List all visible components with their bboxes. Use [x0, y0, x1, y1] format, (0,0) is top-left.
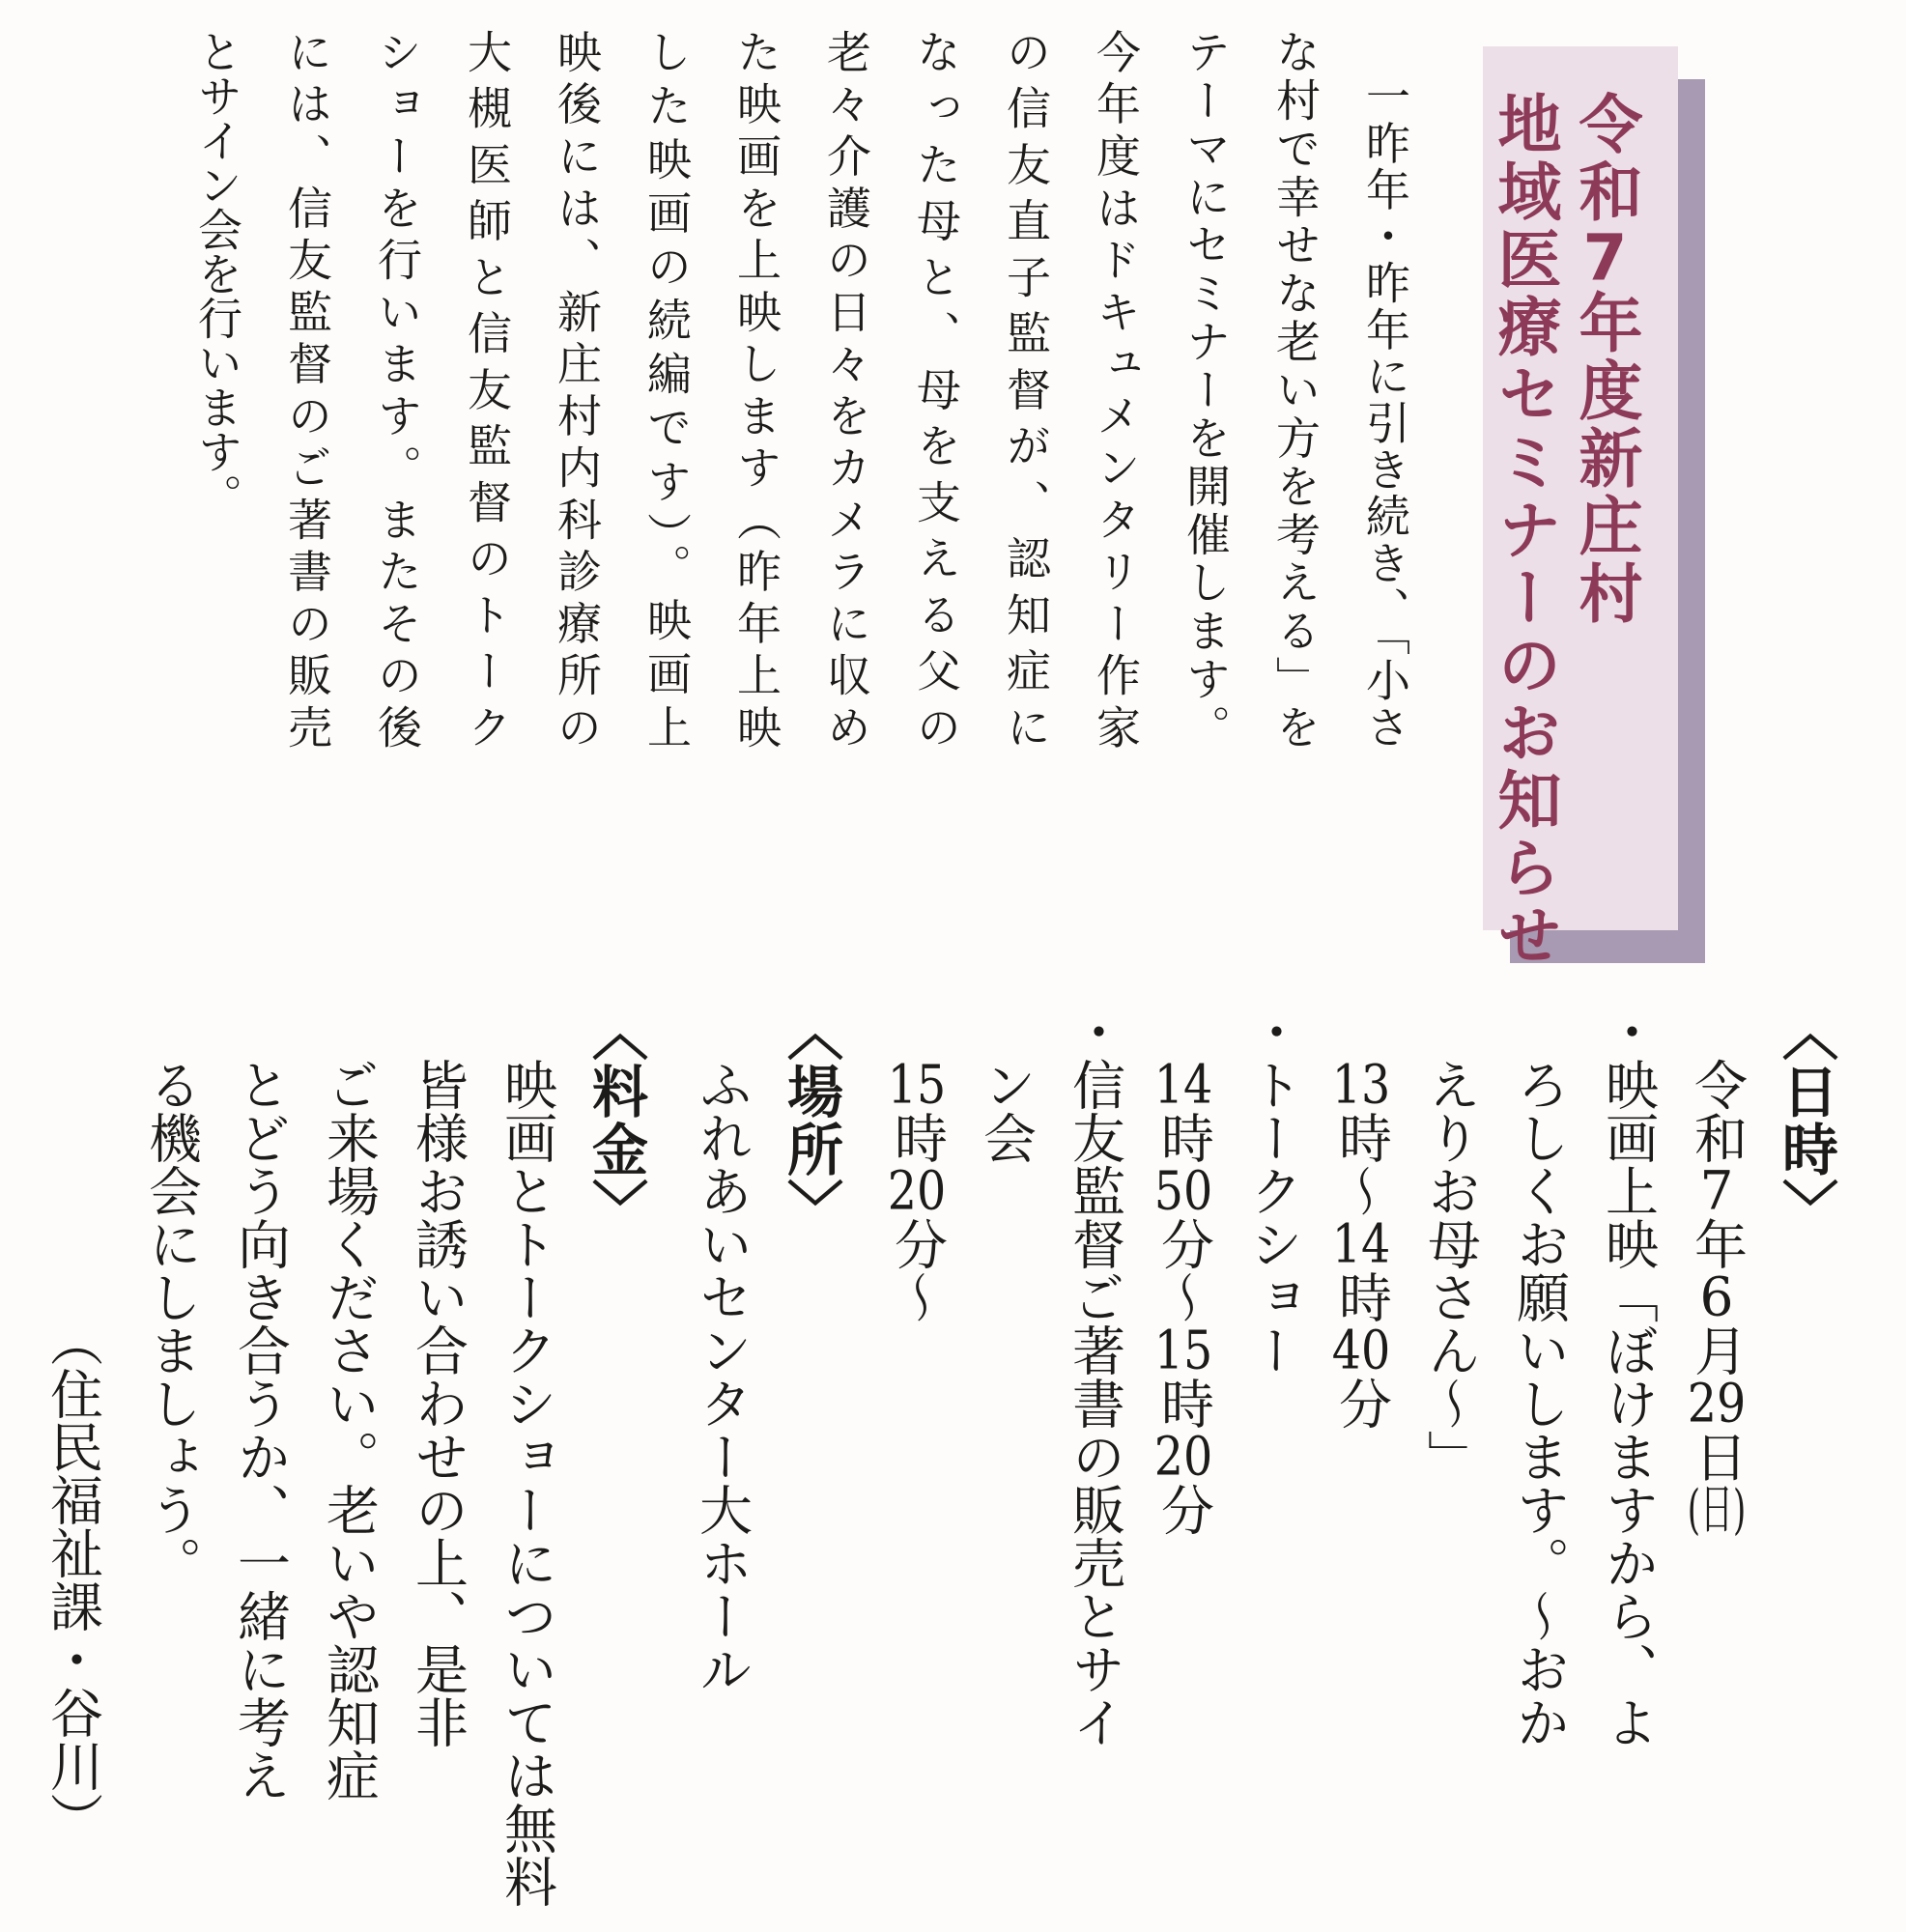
section-datetime	[872, 1005, 1850, 1927]
body-column: テーマにセミナーを開催します。	[1180, 29, 1232, 749]
body-column: 今年度はドキュメンタリー作家	[1090, 29, 1142, 749]
section-item: 映画とトークショーについては無料	[496, 1058, 557, 1908]
section-fee-items	[127, 1005, 571, 1927]
body-column: の信友直子監督が、認知症に	[1000, 29, 1052, 749]
section-item: ・映画上映「ぼけますから、よ	[1597, 1005, 1659, 1748]
body-column: 大槻医師と信友監督のトーク	[461, 29, 513, 749]
section-item: 15時20分〜	[886, 1058, 948, 1323]
article-body	[172, 29, 1430, 749]
body-column: た映画を上映します（昨年上映	[730, 29, 782, 749]
section-datetime-items	[872, 1005, 1761, 1927]
section-item: 14時50分〜15時20分	[1152, 1058, 1214, 1536]
notice-title-line: 令和7年度新庄村	[1568, 91, 1642, 628]
section-item: 令和7年6月29日(日)	[1686, 1058, 1748, 1536]
section-item: 皆様お誘い合わせの上、是非	[407, 1058, 469, 1748]
notice-title-box	[1483, 46, 1678, 970]
body-column: 映後には、新庄村内科診療所の	[551, 29, 603, 749]
section-item: ご来場ください。老いや認知症	[318, 1058, 380, 1802]
body-column: には、信友監督のご著書の販売	[281, 29, 333, 749]
body-column: した映画の続編です）。映画上	[640, 29, 693, 749]
section-place-heading: 〈場所〉	[778, 1005, 843, 1236]
notice-title	[1483, 91, 1645, 970]
section-item: とどう向き合うか、一緒に考え	[229, 1058, 291, 1802]
notice-title-line: 地域医療セミナーのお知らせ	[1487, 91, 1561, 970]
section-item: えりお母さん〜」	[1419, 1058, 1481, 1483]
section-item: ・信友監督ご著書の販売とサイ	[1064, 1005, 1125, 1748]
signature: （住民福祉課・谷川）	[42, 1314, 103, 1845]
section-datetime-heading: 〈日時〉	[1773, 1005, 1838, 1236]
section-place	[677, 1005, 855, 1927]
body-column: 老々介護の日々をカメラに収め	[820, 29, 872, 749]
notice-details	[28, 1005, 1850, 1927]
section-place-items	[677, 1005, 766, 1927]
body-column: 一昨年・昨年に引き続き、「小さ	[1359, 73, 1411, 749]
section-item: ・トークショー	[1241, 1005, 1303, 1377]
section-item: ン会	[975, 1058, 1037, 1164]
section-item: ふれあいセンター大ホール	[691, 1058, 753, 1695]
section-item: る機会にしましょう。	[140, 1058, 202, 1589]
body-column: なった母と、母を支える父の	[910, 29, 962, 749]
body-column: な村で幸せな老い方を考える」を	[1269, 29, 1322, 749]
body-column: ショーを行います。またその後	[371, 29, 423, 749]
section-fee	[127, 1005, 660, 1927]
section-item: 13時〜14時40分	[1330, 1058, 1392, 1430]
section-item: ろしくお願いします。〜おか	[1508, 1058, 1570, 1748]
body-column: とサイン会を行います。	[191, 29, 243, 518]
section-fee-heading: 〈料金〉	[583, 1005, 648, 1236]
